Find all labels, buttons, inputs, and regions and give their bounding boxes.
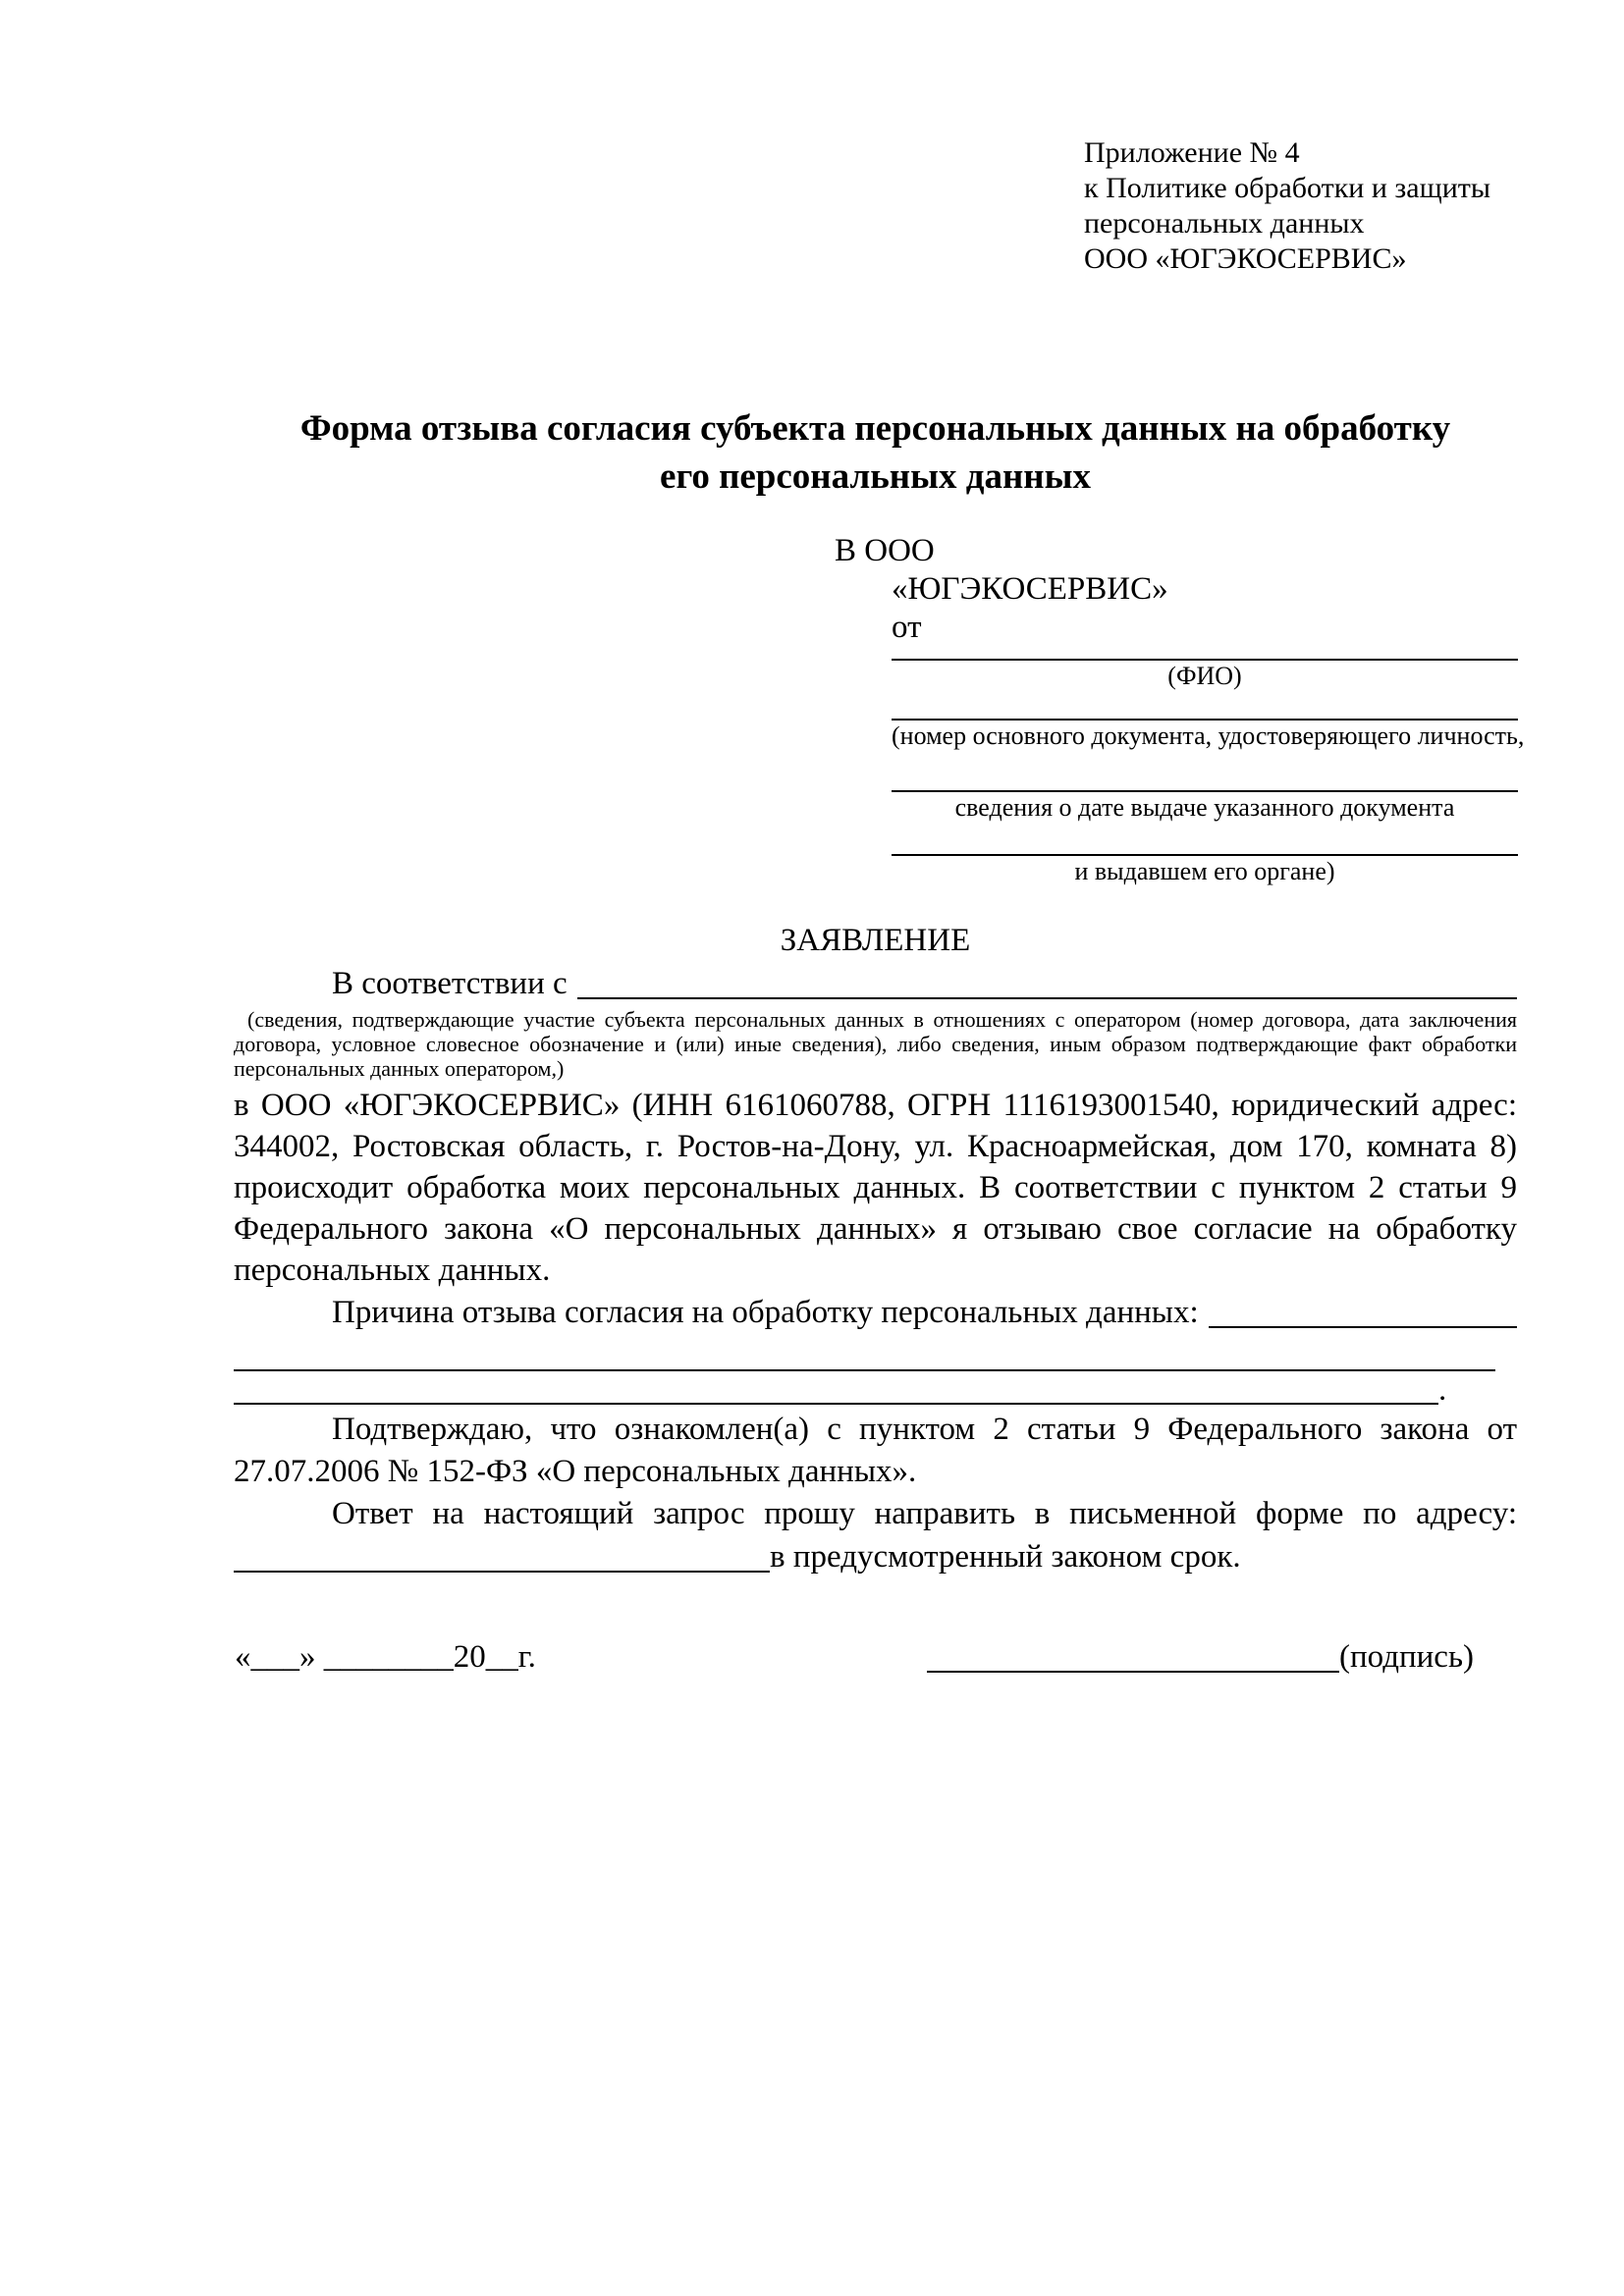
issue-date-blank-line bbox=[892, 751, 1518, 792]
reason-blank-line-3-rule bbox=[234, 1375, 1438, 1405]
document-title-line1: Форма отзыва согласия субъекта персональных данных на обработку bbox=[299, 408, 1451, 449]
signature-footer bbox=[235, 1637, 1474, 1677]
appendix-line-2: к Политике обработки и защиты bbox=[1084, 172, 1491, 204]
reply-tail: в предусмотренный законом срок. bbox=[770, 1539, 1241, 1575]
reason-end-period: . bbox=[1438, 1372, 1447, 1408]
reason-label: Причина отзыва согласия на обработку персональных данных: bbox=[332, 1295, 1199, 1330]
statement-body: в ООО «ЮГЭКОСЕРВИС» (ИНН 6161060788, ОГРН 1116193001540, юридический адрес: 344002, Ростовская область, г. Ростов-на-Дону, ул. Красноармейская, дом 170, комната 8) происходит обработка моих персональных данных. В соответствии с пунктом 2 статьи 9 Федерального закона «О персональных данных» я отзываю свое согласие на обработку персональных данных. bbox=[234, 1088, 1517, 1288]
fio-caption: (ФИО) bbox=[1167, 662, 1242, 690]
intro-footnote: (сведения, подтверждающие участие субъекта персональных данных в отношениях с оператором (номер договора, дата заключения договора, условное словесное обозначение и (или) иные сведения), либо сведения, иным образом подтверждающие факт обработки персональных данных оператором,) bbox=[234, 1007, 1517, 1081]
addressee-to: В ООО bbox=[835, 533, 935, 568]
addressee-from-label: от bbox=[892, 610, 922, 645]
appendix-header bbox=[1084, 135, 1490, 277]
intro-blank-line bbox=[577, 962, 1517, 999]
addressee-block bbox=[835, 532, 1525, 886]
statement-heading: ЗАЯВЛЕНИЕ bbox=[780, 923, 971, 958]
issuing-authority-blank-line bbox=[892, 823, 1518, 856]
reason-blank-line-2 bbox=[234, 1344, 1495, 1371]
signature-blank-line bbox=[927, 1637, 1339, 1673]
reply-address-line bbox=[234, 1535, 1517, 1578]
issue-date-caption: сведения о дате выдаче указанного документа bbox=[954, 793, 1455, 822]
intro-line bbox=[234, 962, 1517, 1005]
reason-blank-line-3 bbox=[234, 1372, 1517, 1408]
addressee-org: «ЮГЭКОСЕРВИС» bbox=[892, 571, 1168, 607]
document-title-line2: его персональных данных bbox=[660, 456, 1091, 497]
confirmation-paragraph: Подтверждаю, что ознакомлен(а) с пунктом 2 статьи 9 Федерального закона от 27.07.2006 № 152-ФЗ «О персональных данных». bbox=[234, 1412, 1517, 1489]
doc-number-caption: (номер основного документа, удостоверяющего личность, bbox=[892, 721, 1525, 750]
date-blank: «___» ________20__г. bbox=[235, 1639, 536, 1675]
appendix-line-4: ООО «ЮГЭКОСЕРВИС» bbox=[1084, 242, 1407, 275]
signature-caption: (подпись) bbox=[1339, 1639, 1474, 1675]
issuing-authority-caption: и выдавшем его органе) bbox=[1074, 857, 1335, 885]
addressee-fields bbox=[892, 647, 1525, 886]
statement-section bbox=[234, 919, 1517, 1578]
reason-line bbox=[234, 1291, 1517, 1334]
intro-prefix: В соответствии с bbox=[332, 966, 568, 1001]
reply-address-blank-line bbox=[234, 1535, 770, 1573]
appendix-line-1: Приложение № 4 bbox=[1084, 136, 1300, 169]
doc-number-blank-line bbox=[892, 691, 1518, 721]
fio-blank-line bbox=[892, 647, 1518, 661]
appendix-line-3: персональных данных bbox=[1084, 207, 1365, 240]
signature-group bbox=[927, 1637, 1474, 1677]
reason-blank-line bbox=[1209, 1291, 1517, 1328]
document-title bbox=[234, 404, 1517, 501]
reply-request-line: Ответ на настоящий запрос прошу направить в письменной форме по адресу: bbox=[332, 1496, 1517, 1531]
